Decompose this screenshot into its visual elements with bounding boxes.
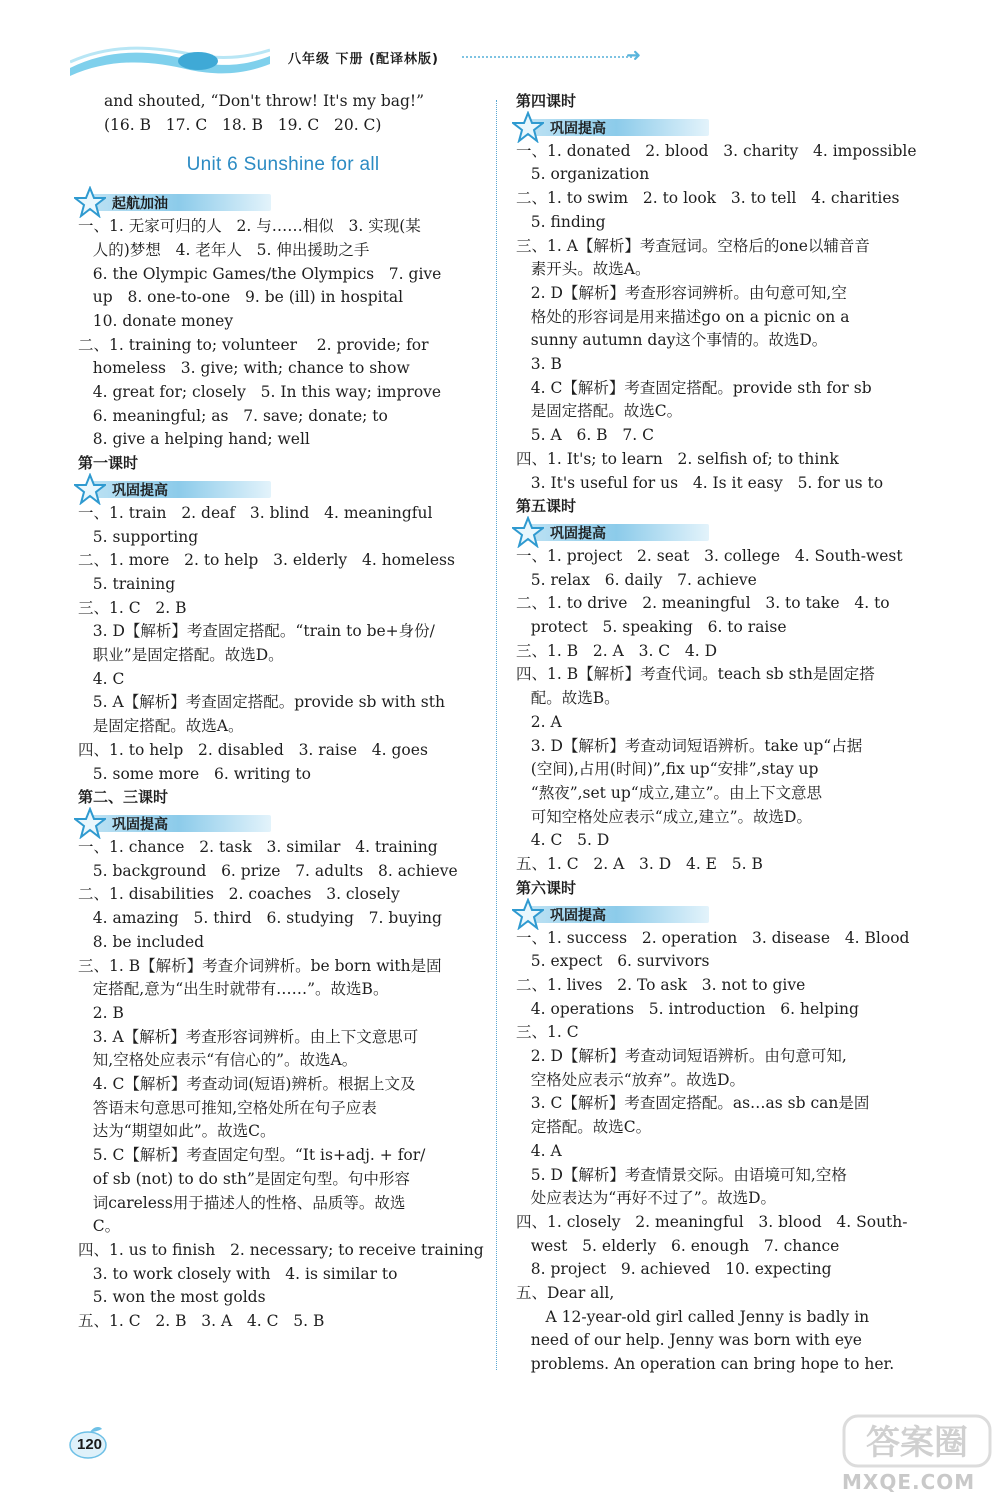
answer-line: 是固定搭配。故选A。 (78, 717, 244, 736)
star-icon (74, 807, 106, 839)
answer-line: 6. meaningful; as 7. save; donate; to (78, 406, 388, 425)
answer-line: 5. D【解析】考查情景交际。由语境可知,空格 (516, 1165, 847, 1184)
answer-line: 5. won the most golds (78, 1288, 266, 1307)
answer-line: 一、1. donated 2. blood 3. charity 4. impossible (516, 141, 917, 160)
answer-line: 是固定搭配。故选C。 (516, 402, 683, 421)
answer-line: 3. to work closely with 4. is similar to (78, 1264, 398, 1283)
arrow-right-icon: ➜ (626, 45, 642, 66)
section-banner (78, 191, 273, 213)
answer-line: “熬夜”,set up“成立,建立”。由上下文意思 (516, 783, 823, 802)
answer-line: 四、1. B【解析】考查代词。teach sb sth是固定搭 (516, 665, 875, 684)
watermark-url: MXQE.COM (842, 1470, 976, 1494)
answer-line: 四、1. us to finish 2. necessary; to receive training (78, 1240, 484, 1259)
answer-line: 5. expect 6. survivors (516, 952, 710, 971)
answer-line: 4. C【解析】考查固定搭配。provide sth for sb (516, 378, 872, 397)
answer-line: 3. A【解析】考查形容词辨析。由上下文意思可 (78, 1027, 419, 1046)
header-dotted-line (462, 56, 632, 58)
answer-line: 二、1. to drive 2. meaningful 3. to take 4. to (516, 594, 890, 613)
page-header (70, 42, 640, 82)
answer-line: need of our help. Jenny was born with eye (516, 1331, 862, 1350)
answer-line: (空间),占用(时间)”,fix up“安排”,stay up (516, 760, 819, 779)
header-title: 八年级 下册 (配译林版) (288, 52, 439, 67)
star-icon (74, 186, 106, 218)
answer-line: 5. supporting (78, 527, 199, 546)
answer-line: 8. give a helping hand; well (78, 430, 310, 449)
left-column (78, 90, 488, 1334)
answer-line: 一、1. chance 2. task 3. similar 4. training (78, 837, 438, 856)
answer-line: 3. D【解析】考查动词短语辨析。take up“占据 (516, 736, 863, 755)
svg-text:答案圈: 答案圈 (866, 1423, 968, 1463)
answer-line: 可知空格处应表示“成立,建立”。故选D。 (516, 807, 812, 826)
answer-line: 定搭配,意为“出生时就带有……”。故选B。 (78, 980, 389, 999)
page-number (68, 1425, 114, 1459)
answer-line: 空格处应表示“放弃”。故选D。 (516, 1070, 746, 1089)
banner-label: 巩固提高 (550, 120, 606, 137)
answer-line: 三、1. B【解析】考查介词辨析。be born with是固 (78, 956, 442, 975)
banner-label: 起航加油 (112, 196, 168, 213)
answer-line: 3. B (516, 355, 562, 374)
answer-line: 五、1. C 2. A 3. D 4. E 5. B (516, 855, 763, 874)
answer-line: 达为“期望如此”。故选C。 (78, 1122, 276, 1141)
answer-line: 4. great for; closely 5. In this way; improve (78, 383, 442, 402)
answer-line: 素开头。故选A。 (516, 260, 651, 279)
answer-line: 5. A【解析】考查固定搭配。provide sb with sth (78, 693, 445, 712)
answer-line: west 5. elderly 6. enough 7. chance (516, 1236, 840, 1255)
answer-line: 4. C 5. D (516, 831, 610, 850)
watermark (842, 1412, 992, 1497)
answer-block (78, 502, 488, 786)
answer-line: 词careless用于描述人的性格、品质等。故选 (78, 1193, 406, 1212)
lesson-title: 第五课时 (516, 497, 577, 516)
answer-line: 2. D【解析】考查动词短语辨析。由句意可知, (516, 1047, 847, 1066)
answer-line: C。 (78, 1217, 121, 1236)
lesson-title: 第六课时 (516, 878, 577, 897)
answer-block (516, 545, 926, 877)
answer-line: 5. background 6. prize 7. adults 8. achieve (78, 861, 458, 880)
answer-line: 一、1. project 2. seat 3. college 4. South-west (516, 546, 903, 565)
answer-line: homeless 3. give; with; chance to show (78, 359, 410, 378)
answer-line: 4. C【解析】考查动词(短语)辨析。根据上文及 (78, 1075, 416, 1094)
answer-line: 五、Dear all, (516, 1284, 615, 1303)
answer-line: 5. training (78, 574, 176, 593)
lesson-title: 第一课时 (78, 454, 139, 473)
answer-line: and shouted, “Don't throw! It's my bag!” (104, 92, 425, 110)
answer-line: 一、1. success 2. operation 3. disease 4. Blood (516, 928, 910, 947)
answer-line: 处应表达为“再好不过了”。故选D。 (516, 1189, 777, 1208)
answer-line: 5. C【解析】考查固定句型。“It is+adj. + for/ (78, 1146, 426, 1165)
banner-label: 巩固提高 (112, 816, 168, 833)
answer-line: 人的)梦想 4. 老年人 5. 伸出援助之手 (78, 240, 370, 259)
watermark-logo (842, 1412, 992, 1470)
answer-block (78, 836, 488, 1334)
answer-line: 知,空格处应表示“有信心的”。故选A。 (78, 1051, 358, 1070)
header-wave-decoration (70, 42, 270, 80)
lesson-title: 第二、三课时 (78, 788, 169, 807)
answer-line: 5. some more 6. writing to (78, 764, 311, 783)
star-icon (512, 516, 544, 548)
answer-line: A 12-year-old girl called Jenny is badly in (516, 1307, 870, 1326)
answer-line: 三、1. C 2. B (78, 598, 187, 617)
answer-line: 5. organization (516, 165, 650, 184)
answer-block (78, 215, 488, 452)
unit-title: Unit 6 Sunshine for all (186, 154, 380, 176)
answer-line: 二、1. more 2. to help 3. elderly 4. homeless (78, 551, 455, 570)
answer-line: 3. D【解析】考查固定搭配。“train to be+身份/ (78, 622, 435, 641)
answer-line: 10. donate money (78, 311, 234, 330)
answer-line: 二、1. disabilities 2. coaches 3. closely (78, 885, 400, 904)
answer-line: 一、1. train 2. deaf 3. blind 4. meaningful (78, 503, 433, 522)
section-banner (78, 478, 273, 500)
answer-line: 4. C (78, 669, 125, 688)
answer-line: 4. A (516, 1141, 562, 1160)
answer-line: 二、1. lives 2. To ask 3. not to give (516, 975, 806, 994)
answer-line: 6. the Olympic Games/the Olympics 7. give (78, 264, 442, 283)
answer-line: 5. finding (516, 212, 606, 231)
answer-line: 5. relax 6. daily 7. achieve (516, 570, 757, 589)
answer-line: 配。故选B。 (516, 689, 620, 708)
answer-line: 5. A 6. B 7. C (516, 426, 654, 445)
section-banner (78, 812, 273, 834)
answer-line: 四、1. closely 2. meaningful 3. blood 4. South- (516, 1212, 908, 1231)
answer-line: 8. project 9. achieved 10. expecting (516, 1260, 832, 1279)
answer-line: 三、1. C (516, 1023, 579, 1042)
column-divider (496, 100, 497, 1370)
page-number-text: 120 (77, 1436, 103, 1453)
answer-line: 4. amazing 5. third 6. studying 7. buying (78, 909, 442, 928)
section-banner (516, 521, 711, 543)
answer-line: 2. D【解析】考查形容词辨析。由句意可知,空 (516, 283, 847, 302)
answer-line: up 8. one-to-one 9. be (ill) in hospital (78, 288, 404, 307)
right-column (516, 90, 926, 1377)
banner-label: 巩固提高 (550, 525, 606, 542)
answer-line: 3. It's useful for us 4. Is it easy 5. for us to (516, 473, 884, 492)
star-icon (512, 111, 544, 143)
answer-line: problems. An operation can bring hope to her. (516, 1355, 895, 1374)
star-icon (74, 473, 106, 505)
answer-line: 二、1. training to; volunteer 2. provide; for (78, 335, 429, 354)
answer-block (516, 927, 926, 1377)
answer-line: sunny autumn day这个事情的。故选D。 (516, 331, 828, 350)
answer-line: 职业”是固定搭配。故选D。 (78, 646, 284, 665)
section-banner (516, 116, 711, 138)
answer-line: (16. B 17. C 18. B 19. C 20. C) (104, 115, 382, 134)
answer-line: 四、1. to help 2. disabled 3. raise 4. goes (78, 740, 428, 759)
answer-line: 8. be included (78, 932, 205, 951)
banner-label: 巩固提高 (550, 907, 606, 924)
answer-line: 五、1. C 2. B 3. A 4. C 5. B (78, 1312, 325, 1331)
section-banner (516, 903, 711, 925)
answer-line: 答语末句意思可推知,空格处所在句子应表 (78, 1098, 377, 1117)
answer-line: 一、1. 无家可归的人 2. 与……相似 3. 实现(某 (78, 217, 421, 236)
answer-line: 格处的形容词是用来描述go on a picnic on a (516, 307, 850, 326)
answer-line: 四、1. It's; to learn 2. selfish of; to think (516, 449, 839, 468)
answer-line: 三、1. B 2. A 3. C 4. D (516, 641, 718, 660)
answer-line: 二、1. to swim 2. to look 3. to tell 4. charities (516, 189, 900, 208)
answer-line: of sb (not) to do sth”是固定句型。句中形容 (78, 1169, 410, 1188)
star-icon (512, 898, 544, 930)
answer-line: 4. operations 5. introduction 6. helping (516, 999, 859, 1018)
answer-block (516, 140, 926, 496)
answer-line: protect 5. speaking 6. to raise (516, 618, 787, 637)
answer-line: 2. B (78, 1003, 124, 1022)
answer-line: 3. C【解析】考查固定搭配。as…as sb can是固 (516, 1094, 870, 1113)
lesson-title: 第四课时 (516, 92, 577, 110)
answer-line: 2. A (516, 712, 562, 731)
answer-line: 定搭配。故选C。 (516, 1118, 652, 1137)
banner-label: 巩固提高 (112, 482, 168, 499)
answer-line: 三、1. A【解析】考查冠词。空格后的one以辅音音 (516, 236, 870, 255)
